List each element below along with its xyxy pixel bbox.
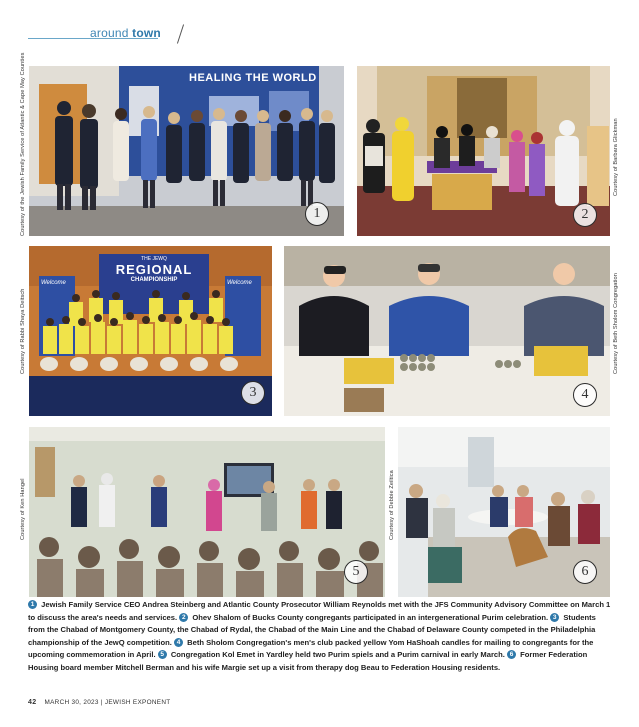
section-title: around town: [90, 26, 161, 40]
caption-text-3: Students from the Chabad of Montgomery County, the Chabad of Rydal, the Chabad of the Main Line and the Chabad of Delaware County competed in the Philadelphia championship of the JewQ competition.: [28, 612, 596, 647]
caption-marker-3: 3: [550, 613, 559, 622]
photo-caption: [28, 599, 611, 674]
photo-credit-3: Courtesy of Rabbi Shaya Deitsch: [20, 288, 26, 374]
photo-credit-6: Courtesy of Debbie Zeiltica: [389, 470, 395, 540]
photo-1-banner: HEALING THE WORLD: [189, 72, 317, 84]
caption-text-2: Ohev Shalom of Bucks County congregants participated in an intergenerational Purim celebration.: [192, 612, 549, 622]
photo-number-2: 2: [573, 203, 597, 227]
photo-4-scene: [284, 246, 610, 416]
publication-date: MARCH 30, 2023 | JEWISH EXPONENT: [44, 699, 171, 706]
page-footer: [28, 699, 170, 706]
photo-6: [398, 427, 610, 597]
photo-number-3: 3: [241, 381, 265, 405]
section-header: [28, 22, 608, 46]
caption-marker-1: 1: [28, 600, 37, 609]
photo-number-1: 1: [305, 202, 329, 226]
photo-number-6: 6: [573, 560, 597, 584]
caption-marker-4: 4: [174, 638, 183, 647]
photo-credit-4: Courtesy of Beth Sholom Congregation: [613, 273, 619, 374]
photo-1-scene: [29, 66, 344, 236]
page-number: 42: [28, 699, 37, 706]
photo-4: [284, 246, 610, 416]
photo-3: [29, 246, 272, 416]
caption-marker-6: 6: [507, 650, 516, 659]
photo-number-4: 4: [573, 383, 597, 407]
photo-credit-2: Courtesy of Barbara Glickman: [613, 118, 619, 196]
photo-credit-5: Courtesy of Ken Hangel: [20, 478, 26, 540]
photo-3-banner: THE JEWQ REGIONAL CHAMPIONSHIP: [115, 256, 193, 283]
photo-2-scene: [357, 66, 610, 236]
caption-marker-5: 5: [158, 650, 167, 659]
photo-2: [357, 66, 610, 236]
photo-number-5: 5: [344, 560, 368, 584]
photo-1: [29, 66, 344, 236]
caption-text-6: Former Federation Housing board member Mitchell Berman and his wife Margie set up a visit from therapy dog Beau to Federation Housing residents.: [28, 650, 588, 672]
photo-3-sign-right: Welcome: [227, 280, 252, 286]
photo-5: [29, 427, 385, 597]
caption-text-1: Jewish Family Service CEO Andrea Steinberg and Atlantic County Prosecutor William Reynolds met with the JFS Community Advisory Committee on March 1 to discuss the area's needs and services.: [28, 600, 611, 622]
photo-credit-1: Courtesy of the Jewish Family Service of Atlantic & Cape May Counties: [20, 52, 26, 236]
photo-5-scene: [29, 427, 385, 597]
caption-marker-2: 2: [179, 613, 188, 622]
caption-text-4: Beth Sholom Congregation's men's club packed yellow Yom HaShoah candles for mailing to congregants for the upcoming commemoration in April.: [28, 637, 594, 659]
caption-text-5: Congregation Kol Emet in Yardley held two Purim spiels and a Purim carnival in early March.: [170, 650, 505, 659]
photo-3-sign-left: Welcome: [41, 280, 66, 286]
header-slash: [177, 24, 184, 43]
